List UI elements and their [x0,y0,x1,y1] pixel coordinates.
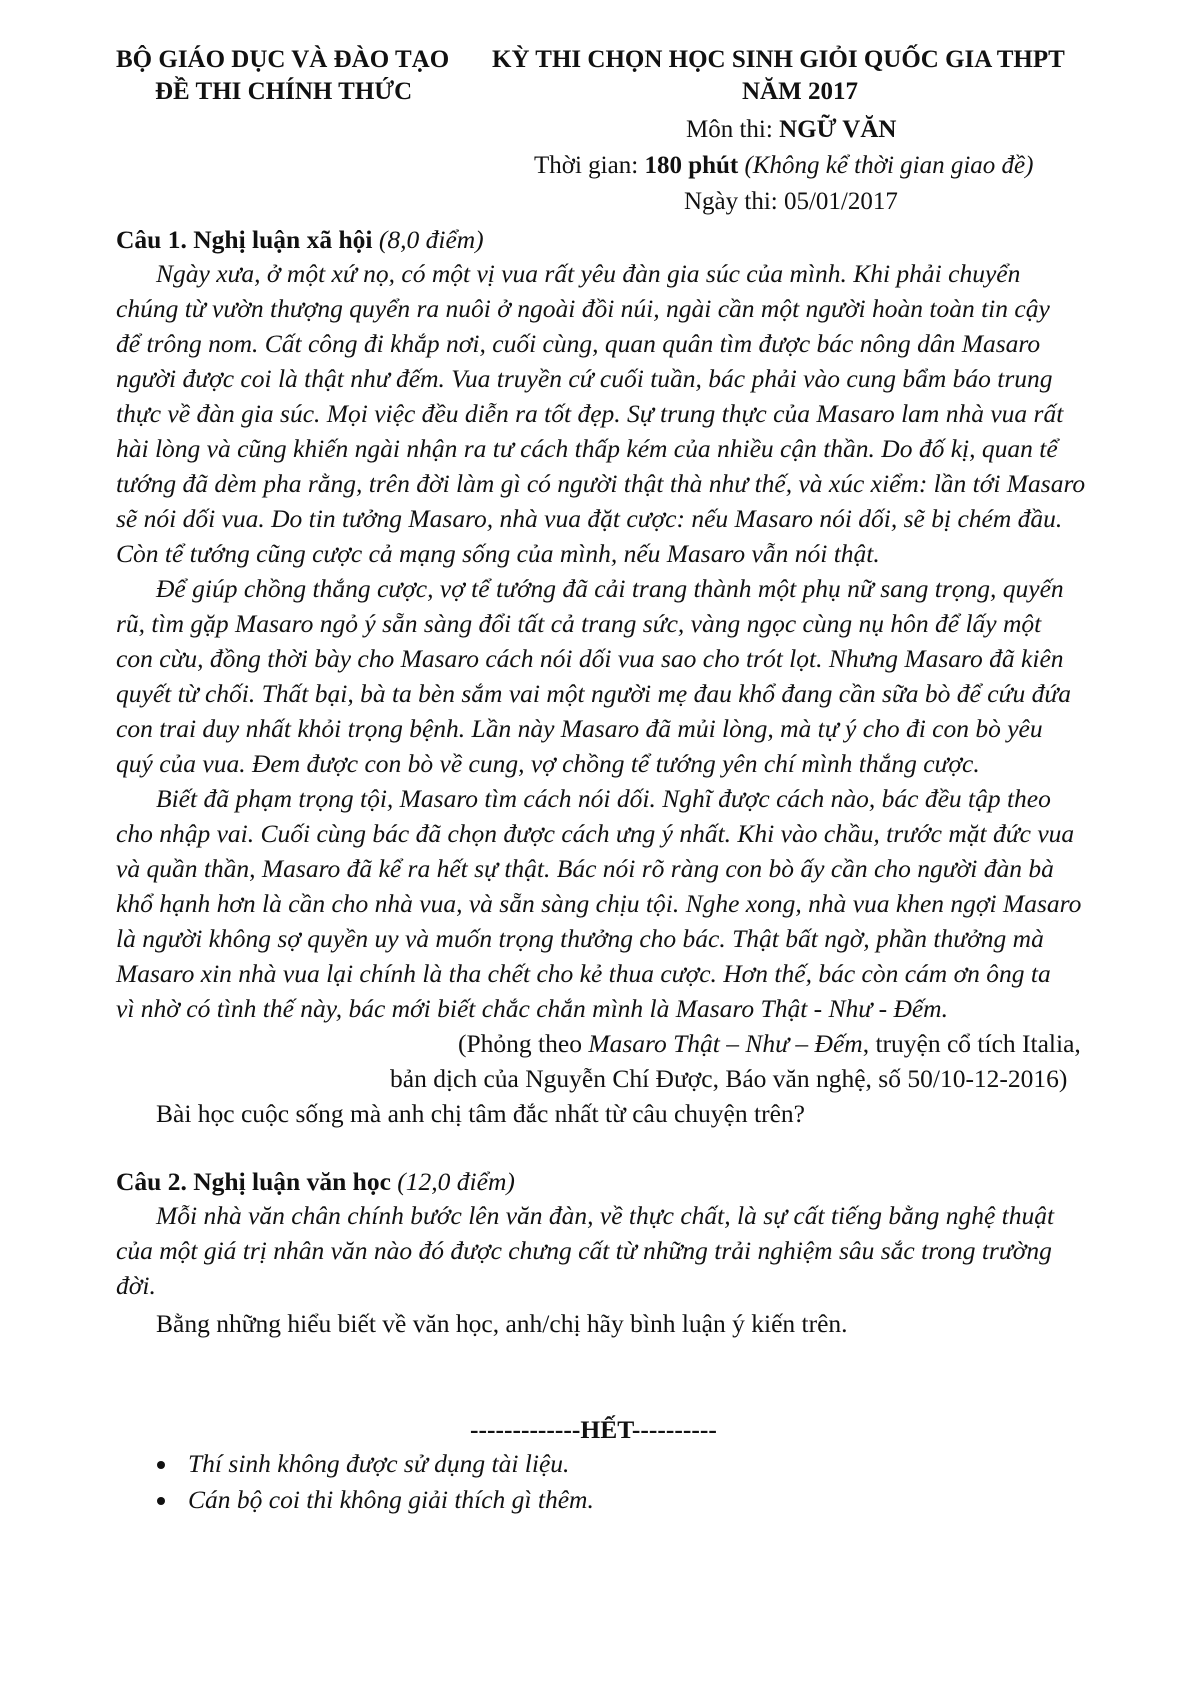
bullet-icon [157,1497,165,1505]
q1-source-line2: bản dịch của Nguyễn Chí Được, Báo văn nghệ, số 50/10-12-2016) [390,1064,1068,1093]
story-line: người được coi là thật như đếm. Vua truyền cứ cuối tuần, bác phải vào cung bẩm báo trung [116,364,1053,393]
q2-quote-line: của một giá trị nhân văn nào đó được chưng cất từ những trải nghiệm sâu sắc trong trường [116,1236,1052,1265]
story-line: Ngày xưa, ở một xứ nọ, có một vị vua rất yêu đàn gia súc của mình. Khi phải chuyển [156,259,1021,288]
story-line: quý của vua. Đem được con bò về cung, vợ chồng tể tướng yên chí mình thắng cược. [116,749,980,778]
story-line: là người không sợ quyền uy và muốn trọng thưởng cho bác. Thật bất ngờ, phần thưởng mà [116,924,1044,953]
story-line: để trông nom. Cất công đi khắp nơi, cuối cùng, quan quân tìm được bác nông dân Masaro [116,329,1041,358]
story-line: con trai duy nhất khỏi trọng bệnh. Lần này Masaro đã mủi lòng, mà tự ý cho đi con bò yêu [116,714,1043,743]
exam-date: Ngày thi: 05/01/2017 [684,188,898,215]
story-line: thực về đàn gia súc. Mọi việc đều diễn ra tốt đẹp. Sự trung thực của Masaro lam nhà vua rất [116,399,1064,428]
story-line: Biết đã phạm trọng tội, Masaro tìm cách nói dối. Nghĩ được cách nào, bác đều tập theo [156,784,1051,813]
subject-value: NGỮ VĂN [779,116,897,143]
source-title: Masaro Thật – Như – Đếm [588,1029,863,1058]
time-label: Thời gian: [534,152,645,179]
exam-title: KỲ THI CHỌN HỌC SINH GIỎI QUỐC GIA THPT [492,46,1065,73]
time-value: 180 phút [644,152,739,179]
bullet-icon [157,1461,165,1469]
story-line: quyết từ chối. Thất bại, bà ta bèn sắm vai một người mẹ đau khổ đang cần sữa bò để cứu đứa [116,679,1071,708]
q1-heading [116,222,1096,257]
time-line [534,150,1033,182]
story-line: Để giúp chồng thắng cược, vợ tể tướng đã cải trang thành một phụ nữ sang trọng, quyến [156,574,1064,603]
q2-question: Bằng những hiểu biết về văn học, anh/chị hãy bình luận ý kiến trên. [156,1309,848,1338]
q2-heading [116,1164,1096,1199]
time-note: (Không kể thời gian giao đề) [744,152,1034,179]
exam-year: NĂM 2017 [742,78,858,105]
q1-source-line1 [458,1026,1098,1061]
q1-title: Câu 1. Nghị luận xã hội [116,225,373,254]
story-line: cho nhập vai. Cuối cùng bác đã chọn được cách ưng ý nhất. Khi vào chầu, trước mặt đức vua [116,819,1075,848]
story-line: chúng từ vườn thượng quyển ra nuôi ở ngoài đồi núi, ngài cần một người hoàn toàn tin cậy [116,294,1050,323]
q2-points: (12,0 điểm) [397,1167,515,1196]
end-mark: -------------HẾT---------- [470,1415,717,1444]
q1-question: Bài học cuộc sống mà anh chị tâm đắc nhất từ câu chuyện trên? [156,1099,805,1128]
story-line: Masaro xin nhà vua lại chính là tha chết cho kẻ thua cược. Hơn thế, bác còn cám ơn ông ta [116,959,1051,988]
story-line: con cừu, đồng thời bày cho Masaro cách nói dối vua sao cho trót lọt. Nhưng Masaro đã kiên [116,644,1064,673]
story-line: và quần thần, Masaro đã kể ra hết sự thật. Bác nói rõ ràng con bò ấy cần cho người đàn bà [116,854,1054,883]
official-exam-label: ĐỀ THI CHÍNH THỨC [155,78,413,105]
story-line: tướng đã dèm pha rằng, trên đời làm gì có người thật thà như thế, và xúc xiểm: lần tới Masaro [116,469,1086,498]
q1-points: (8,0 điểm) [378,225,484,254]
story-line: rũ, tìm gặp Masaro ngỏ ý sẵn sàng đổi tất cả trang sức, vàng ngọc cùng nụ hôn để lấy một [116,609,1042,638]
source-prefix: (Phỏng theo [458,1029,589,1058]
story-line: Còn tể tướng cũng cược cả mạng sống của mình, nếu Masaro vẫn nói thật. [116,539,880,568]
story-line: sẽ nói dối vua. Do tin tưởng Masaro, nhà vua đặt cược: nếu Masaro nói dối, sẽ bị chém đầu. [116,504,1063,533]
q2-quote-line: Mỗi nhà văn chân chính bước lên văn đàn, về thực chất, là sự cất tiếng bằng nghệ thuật [156,1201,1055,1230]
source-suffix: , truyện cổ tích Italia, [862,1029,1081,1058]
footer-note: Cán bộ coi thi không giải thích gì thêm. [188,1485,594,1514]
story-line: khổ hạnh hơn là cần cho nhà vua, và sẵn sàng chịu tội. Nghe xong, nhà vua khen ngợi Masaro [116,889,1082,918]
story-line: hài lòng và cũng khiến ngài nhận ra tư cách thấp kém của nhiều cận thần. Do đố kị, quan tể [116,434,1058,463]
ministry-name: BỘ GIÁO DỤC VÀ ĐÀO TẠO [116,46,450,73]
subject-line [686,114,896,146]
q2-title: Câu 2. Nghị luận văn học [116,1167,391,1196]
story-line: vì nhờ có tình thế này, bác mới biết chắc chắn mình là Masaro Thật - Như - Đếm. [116,994,948,1023]
q2-quote-line: đời. [116,1271,156,1300]
subject-label: Môn thi: [686,116,780,143]
footer-note: Thí sinh không được sử dụng tài liệu. [188,1449,570,1478]
